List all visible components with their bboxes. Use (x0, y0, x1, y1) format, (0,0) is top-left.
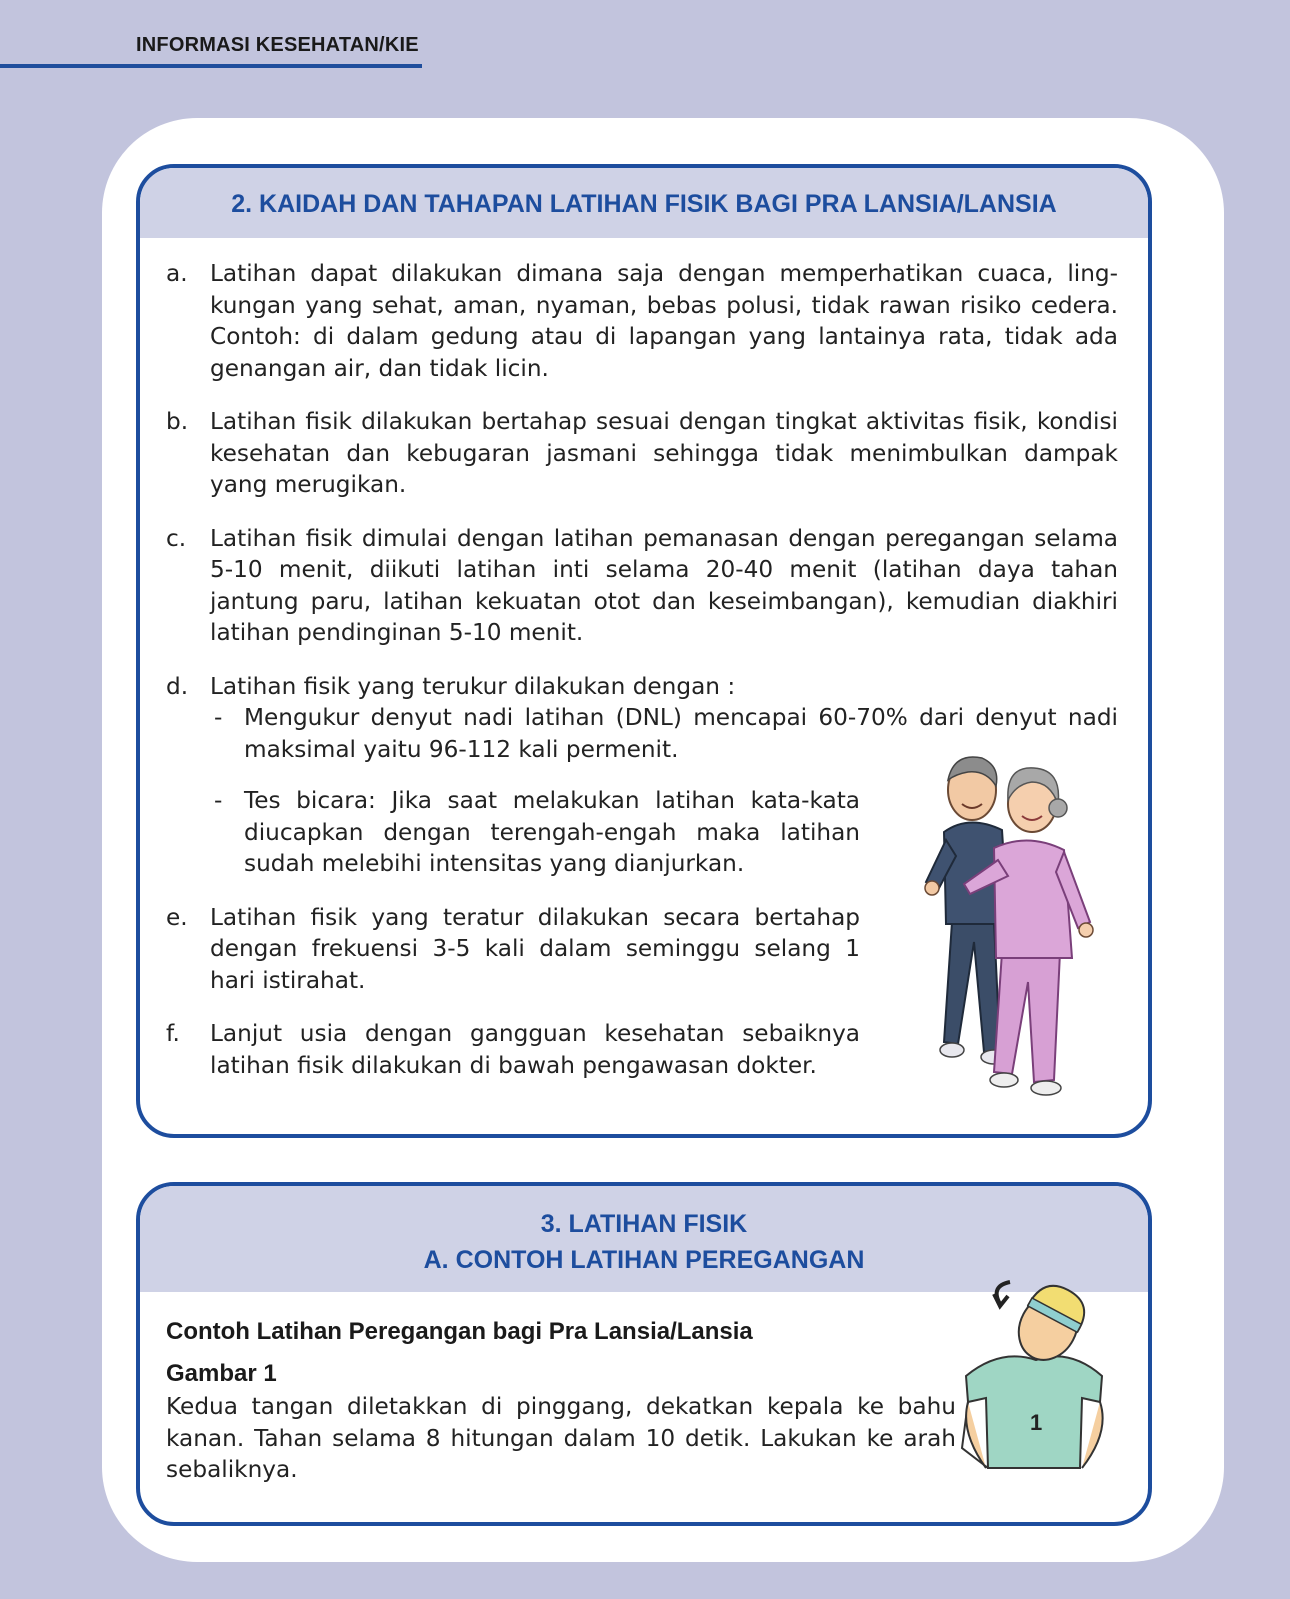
section-3-title: 3. LATIHAN FISIK (540, 1210, 748, 1238)
list-item-b: b. Latihan fisik dilakukan bertahap sesuai dengan tingkat aktivitas fisik, kondisi kesehatan dan kebugaran jasmani sehingga tidak menimbulkan dampak yang merugikan. (166, 408, 1118, 498)
page-section-label: INFORMASI KESEHATAN/KIE (136, 34, 419, 56)
elderly-couple-illustration (924, 752, 1124, 1112)
sub-item-talk-test: - Tes bicara: Jika saat melakukan latihan kata-kata diucapkan dengan terengah-engah maka latihan sudah melebihi intensitas yang dianjurkan. (214, 787, 860, 877)
figure-number: 1 (1030, 1410, 1043, 1435)
section-2-title: 2. KAIDAH DAN TAHAPAN LATIHAN FISIK BAGI PRA LANSIA/LANSIA (140, 168, 1148, 238)
header-underline (0, 64, 422, 68)
section-3-subtitle: A. CONTOH LATIHAN PEREGANGAN (423, 1246, 865, 1274)
list-item-c: c. Latihan fisik dimulai dengan latihan pemanasan dengan peregangan selama 5-10 menit, diikuti latihan inti selama 20-40 menit (latihan daya tahan jantung paru, latihan kekuatan otot dan keseimbangan), kemudian diakhiri latihan pendinginan 5-10 menit. (166, 524, 1118, 646)
list-item-a: a. Latihan dapat dilakukan dimana saja dengan memperhatikan cuaca, ling-kungan yang sehat, aman, nyaman, bebas polusi, tidak rawan risiko cedera. Contoh: di dalam gedung atau di lapangan yang lantainya rata, tidak ada genangan air, dan tidak licin. (166, 260, 1118, 382)
list-item-e: e. Latihan fisik yang teratur dilakukan secara bertahap dengan frekuensi 3-5 kali dalam seminggu selang 1 hari istirahat. (166, 903, 860, 994)
list-item-f: f. Lanjut usia dengan gangguan kesehatan sebaiknya latihan fisik dilakukan di bawah pengawasan dokter. (166, 1020, 860, 1079)
neck-stretch-illustration (960, 1272, 1110, 1502)
figure-title: Gambar 1 (166, 1359, 277, 1387)
list-item-d: d. Latihan fisik yang terukur dilakukan dengan : - Mengukur denyut nadi latihan (DNL) mencapai 60-70% dari denyut nadi maksimal yaitu 96-112 kali permenit. - Tes bicara: Jika saat melakukan latihan kata-kata diucapkan dengan terengah-engah maka latihan sudah melebihi intensitas yang dianjurkan. (166, 671, 1118, 880)
section-3-content (166, 1316, 956, 1486)
figure-description: Kedua tangan diletakkan di pinggang, dekatkan kepala ke bahu kanan. Tahan selama 8 hitungan dalam 10 detik. Lakukan ke arah sebaliknya. (166, 1393, 956, 1483)
exercise-heading: Contoh Latihan Peregangan bagi Pra Lansia/Lansia (166, 1318, 753, 1345)
sub-item-dnl: - Mengukur denyut nadi latihan (DNL) mencapai 60-70% dari denyut nadi maksimal yaitu 96-112 kali permenit. (214, 704, 1118, 763)
